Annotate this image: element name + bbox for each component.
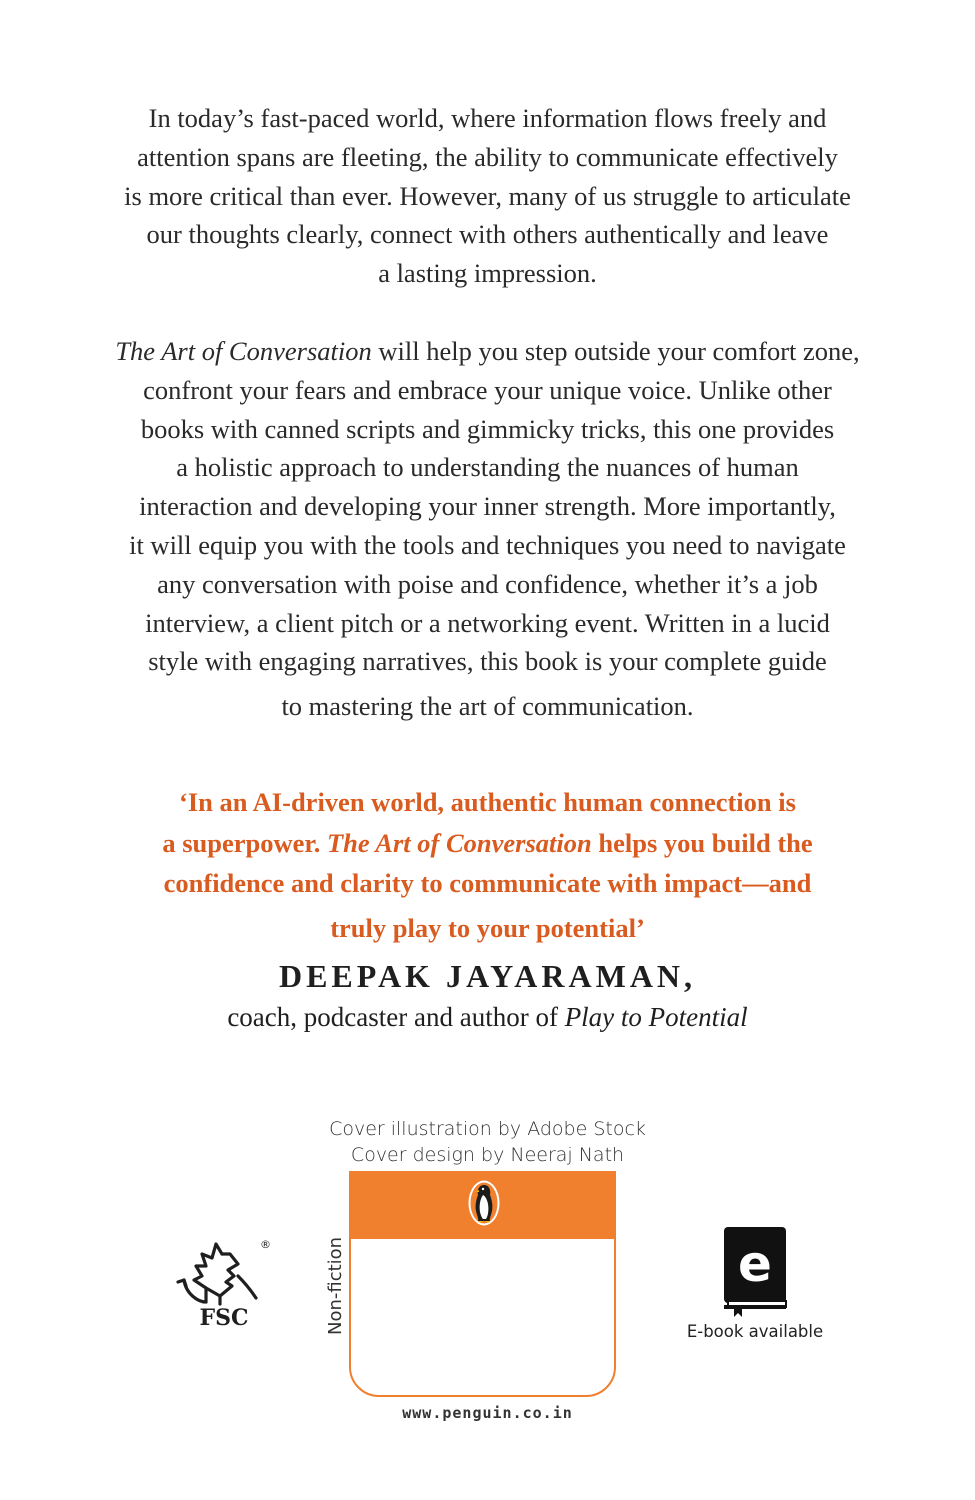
- category-label: Non-fiction: [325, 1236, 346, 1335]
- blurb-line: attention spans are fleeting, the ability to communicate effectively: [137, 141, 838, 172]
- quote-line: [60, 823, 915, 864]
- imprint-box: [349, 1171, 616, 1397]
- blurb-line: [70, 332, 905, 371]
- blurb-line: a holistic approach to understanding the nuances of human: [176, 452, 799, 483]
- blurb-paragraph-1: [70, 99, 905, 293]
- blurb-line: any conversation with poise and confidence, whether it’s a job: [157, 568, 818, 599]
- endorser-book: Play to Potential: [564, 1002, 748, 1032]
- illustration-credit: Cover illustration by Adobe Stock: [329, 1118, 646, 1140]
- quote-line-part: a superpower.: [162, 827, 327, 858]
- quote-line-part: helps you build the: [591, 827, 813, 858]
- blurb-line: is more critical than ever. However, many of us struggle to articulate: [124, 180, 851, 211]
- blurb-paragraph-2: [70, 332, 905, 726]
- blurb-line: our thoughts clearly, connect with others authentically and leave: [146, 219, 829, 250]
- penguin-logo-icon: [467, 1179, 501, 1227]
- quote-line: confidence and clarity to communicate with impact—and: [163, 868, 812, 898]
- fsc-registered-mark: ®: [260, 1238, 271, 1251]
- blurb-line: to mastering the art of communication.: [281, 691, 694, 722]
- blurb-line: books with canned scripts and gimmicky tricks, this one provides: [140, 413, 835, 444]
- book-title: The Art of Conversation: [115, 336, 372, 366]
- endorser-description: [0, 1002, 975, 1033]
- ebook-label: E-book available: [686, 1322, 824, 1341]
- blurb-line: In today’s fast-paced world, where information flows freely and: [148, 103, 827, 133]
- fsc-label: FSC: [199, 1305, 249, 1331]
- quote-book-title: The Art of Conversation: [326, 827, 592, 858]
- endorser-role: coach, podcaster and author of: [227, 1002, 565, 1032]
- blurb-line: a lasting impression.: [378, 258, 597, 289]
- endorsement-quote: [60, 782, 915, 948]
- ebook-glyph: e: [738, 1235, 772, 1293]
- publisher-website: www.penguin.co.in: [402, 1404, 573, 1422]
- imprint-bar: [351, 1173, 614, 1239]
- blurb-line: interaction and developing your inner strength. More importantly,: [139, 491, 836, 522]
- blurb-line: style with engaging narratives, this book is your complete guide: [148, 646, 827, 677]
- blurb-line-rest: will help you step outside your comfort zone,: [371, 336, 860, 366]
- blurb-line: it will equip you with the tools and techniques you need to navigate: [129, 529, 846, 560]
- blurb-line: confront your fears and embrace your unique voice. Unlike other: [143, 374, 832, 405]
- endorser-name: DEEPAK JAYARAMAN,: [278, 958, 697, 994]
- quote-line: ‘In an AI-driven world, authentic human connection is: [179, 787, 796, 817]
- ebook-icon: [722, 1225, 788, 1317]
- design-credit: Cover design by Neeraj Nath: [350, 1144, 625, 1166]
- fsc-tree-icon: [176, 1236, 271, 1306]
- quote-line: truly play to your potential’: [330, 912, 645, 943]
- blurb-line: interview, a client pitch or a networking event. Written in a lucid: [145, 607, 830, 638]
- cover-credits: [300, 1116, 675, 1168]
